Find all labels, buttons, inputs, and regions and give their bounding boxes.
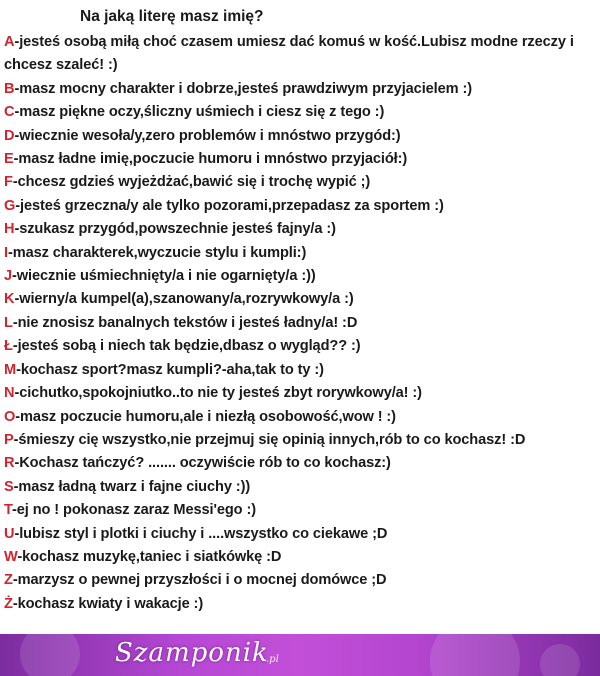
entry-letter: D	[4, 127, 15, 144]
entry-text: -śmieszy cię wszystko,nie przejmuj się opinią innych,rób to co kochasz! :D	[13, 431, 526, 448]
entry-text: -wiecznie uśmiechnięty/a i nie ogarnięty/a :))	[12, 268, 316, 285]
entry-letter: U	[4, 525, 15, 542]
page-title: Na jaką literę masz imię?	[80, 8, 264, 25]
list-item	[4, 265, 596, 288]
site-logo[interactable]: Szamponik	[115, 638, 269, 668]
list-item	[4, 78, 596, 101]
list-item	[4, 148, 596, 171]
entry-letter: H	[4, 221, 15, 238]
entry-text: -kochasz sport?masz kumpli?-aha,tak to ty :)	[16, 361, 324, 378]
entry-letter: Ł	[4, 338, 13, 355]
site-logo-suffix: .pl	[266, 654, 279, 665]
entry-text: -masz ładne imię,poczucie humoru i mnóstwo przyjaciół:)	[13, 151, 408, 168]
list-item	[4, 101, 596, 124]
entry-text: -szukasz przygód,powszechnie jesteś fajny/a :)	[14, 221, 336, 238]
list-item	[4, 242, 596, 265]
entry-list	[4, 31, 596, 616]
list-item	[4, 476, 596, 499]
list-item	[4, 546, 596, 569]
entry-letter: S	[4, 478, 14, 495]
list-item	[4, 31, 596, 78]
list-item	[4, 406, 596, 429]
list-item	[4, 171, 596, 194]
entry-letter: F	[4, 174, 13, 191]
entry-letter: W	[4, 548, 18, 565]
list-item	[4, 452, 596, 475]
list-item	[4, 593, 596, 616]
site-banner	[0, 634, 600, 676]
entry-letter: G	[4, 197, 16, 214]
list-item	[4, 195, 596, 218]
entry-text: -wierny/a kumpel(a),szanowany/a,rozrywkowy/a :)	[14, 291, 354, 308]
entry-letter: R	[4, 455, 15, 472]
entry-text: -jesteś osobą miłą choć czasem umiesz dać komuś w kość.Lubisz modne rzeczy i chcesz szaleć! :)	[4, 34, 574, 74]
entry-text: -chcesz gdzieś wyjeżdżać,bawić się i trochę wypić ;)	[12, 174, 371, 191]
entry-text: -masz mocny charakter i dobrze,jesteś prawdziwym przyjacielem :)	[14, 80, 472, 97]
list-item	[4, 499, 596, 522]
entry-text: -kochasz kwiaty i wakacje :)	[12, 595, 204, 612]
entry-letter: C	[4, 104, 15, 121]
list-item	[4, 569, 596, 592]
entry-letter: N	[4, 385, 15, 402]
list-item	[4, 429, 596, 452]
entry-letter: T	[4, 502, 13, 519]
entry-text: -masz charakterek,wyczucie stylu i kumpli:)	[7, 244, 307, 261]
list-item	[4, 125, 596, 148]
entry-text: -lubisz styl i plotki i ciuchy i ....wszystko co ciekawe ;D	[14, 525, 388, 542]
list-item	[4, 288, 596, 311]
entry-letter: K	[4, 291, 15, 308]
entry-letter: Z	[4, 572, 13, 589]
entry-text: -masz poczucie humoru,ale i niezłą osobowość,wow ! :)	[15, 408, 396, 425]
entry-letter: L	[4, 314, 13, 331]
entry-text: -nie znosisz banalnych tekstów i jesteś ładny/a! :D	[12, 314, 358, 331]
entry-text: -masz piękne oczy,śliczny uśmiech i ciesz się z tego :)	[14, 104, 385, 121]
entry-letter: M	[4, 361, 17, 378]
entry-text: -jesteś grzeczna/y ale tylko pozorami,przepadasz za sportem :)	[15, 197, 444, 214]
entry-letter: O	[4, 408, 16, 425]
entry-text: -wiecznie wesoła/y,zero problemów i mnóstwo przygód:)	[14, 127, 401, 144]
list-item	[4, 523, 596, 546]
entry-letter: E	[4, 151, 14, 168]
entry-text: -Kochasz tańczyć? ....... oczywiście rób to co kochasz:)	[14, 455, 391, 472]
entry-letter: I	[4, 244, 8, 261]
entry-text: -jesteś sobą i niech tak będzie,dbasz o wygląd?? :)	[12, 338, 361, 355]
entry-text: -marzysz o pewnej przyszłości i o mocnej domówce ;D	[12, 572, 387, 589]
list-item	[4, 312, 596, 335]
list-item	[4, 218, 596, 241]
list-item	[4, 359, 596, 382]
entry-letter: B	[4, 80, 15, 97]
entry-text: -masz ładną twarz i fajne ciuchy :))	[13, 478, 251, 495]
list-item	[4, 382, 596, 405]
entry-text: -ej no ! pokonasz zaraz Messi'ego :)	[12, 502, 256, 519]
entry-letter: A	[4, 34, 15, 50]
entry-letter: J	[4, 268, 13, 285]
list-item	[4, 335, 596, 358]
entry-text: -cichutko,spokojniutko..to nie ty jesteś zbyt rorywkowy/a! :)	[14, 385, 422, 402]
entry-letter: P	[4, 431, 14, 448]
entry-letter: Ż	[4, 595, 13, 612]
entry-text: -kochasz muzykę,taniec i siatkówkę :D	[17, 548, 282, 565]
